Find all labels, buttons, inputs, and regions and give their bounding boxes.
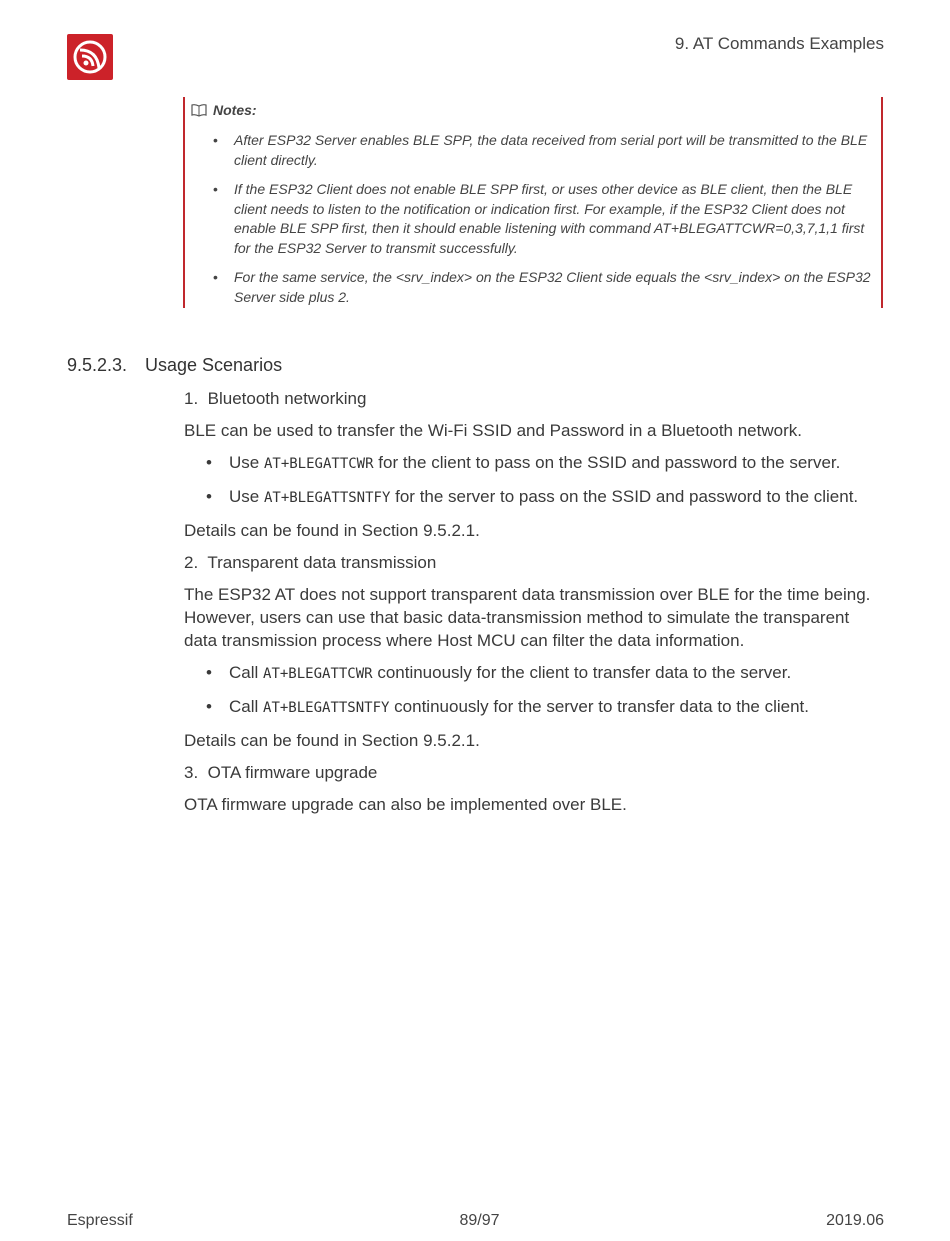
- note-item: • For the same service, the <srv_index> on the ESP32 Client side equals the <srv_index> on the ESP32 Server side plus 2.: [213, 269, 871, 305]
- espressif-logo-icon: [67, 34, 113, 80]
- page-number: 89/97: [459, 1212, 500, 1229]
- section-heading: [67, 355, 282, 376]
- paragraph: The ESP32 AT does not support transparent data transmission over BLE for the time being. However, users can use that basic data-transmission method to simulate the transparent data transmission process where Host MCU can filter the data information.: [184, 585, 871, 650]
- section-number: 9.5.2.3.: [67, 355, 128, 375]
- footer-date: 2019.06: [826, 1212, 884, 1229]
- list-item-heading: 2. Transparent data transmission: [184, 553, 437, 572]
- paragraph: Details can be found in Section 9.5.2.1.: [184, 521, 480, 540]
- notes-list: [191, 131, 871, 307]
- notes-title: Notes:: [213, 102, 257, 118]
- list-item: • Call AT+BLEGATTSNTFY continuously for the server to transfer data to the client.: [206, 697, 810, 716]
- paragraph: BLE can be used to transfer the Wi-Fi SSID and Password in a Bluetooth network.: [184, 421, 802, 440]
- list-item-heading: 3. OTA firmware upgrade: [184, 763, 378, 782]
- book-icon: [191, 103, 207, 117]
- paragraph: OTA firmware upgrade can also be implemented over BLE.: [184, 795, 627, 814]
- running-header: 9. AT Commands Examples: [674, 34, 884, 53]
- list-item: • Call AT+BLEGATTCWR continuously for the client to transfer data to the server.: [206, 663, 792, 682]
- page-footer: [67, 1212, 884, 1230]
- list-item: • Use AT+BLEGATTSNTFY for the server to pass on the SSID and password to the client.: [206, 487, 859, 506]
- note-item: • If the ESP32 Client does not enable BLE SPP first, or uses other device as BLE client, then the BLE client needs to listen to the notification or indication first. For example, if the ESP32 Client does not enable BLE SPP first, then it should enable listening with command AT+BLEGATTCWR=0,3,7,1,1 first for the ESP32 Server to transmit successfully.: [213, 181, 865, 256]
- notes-heading: [191, 99, 871, 121]
- section-title: Usage Scenarios: [145, 355, 283, 375]
- bullet-list: [184, 661, 884, 720]
- list-item-heading: 1. Bluetooth networking: [184, 389, 367, 408]
- paragraph: Details can be found in Section 9.5.2.1.: [184, 731, 480, 750]
- notes-box: [183, 97, 883, 308]
- footer-company: Espressif: [67, 1212, 133, 1229]
- espressif-logo: [67, 34, 113, 80]
- bullet-list: [184, 451, 884, 510]
- section-body: [184, 387, 884, 825]
- note-item: • After ESP32 Server enables BLE SPP, the data received from serial port will be transmitted to the BLE client directly.: [213, 132, 868, 168]
- list-item: • Use AT+BLEGATTCWR for the client to pass on the SSID and password to the server.: [206, 453, 841, 472]
